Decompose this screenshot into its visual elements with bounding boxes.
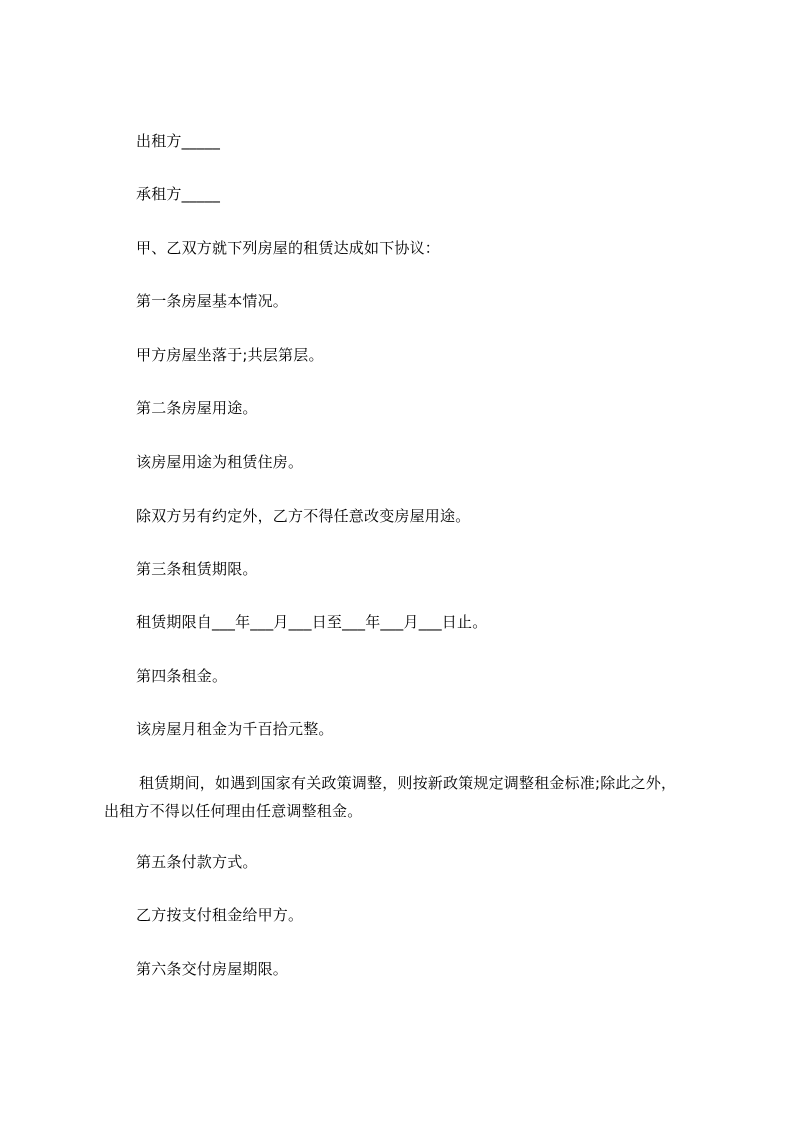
article-6-heading: 第六条交付房屋期限。 bbox=[136, 960, 289, 978]
monthly-rent: 该房屋月租金为千百拾元整。 bbox=[136, 720, 334, 738]
rent-adjustment-paragraph bbox=[104, 769, 704, 825]
payment-method: 乙方按支付租金给甲方。 bbox=[136, 906, 304, 924]
rent-adjustment-line-1: 租赁期间，如遇到国家有关政策调整，则按新政策规定调整租金标准;除此之外， bbox=[139, 774, 677, 792]
lessee-line: 承租方_____ bbox=[136, 185, 221, 203]
lessor-line: 出租方_____ bbox=[136, 132, 221, 150]
article-2-heading: 第二条房屋用途。 bbox=[136, 399, 258, 417]
use-restriction: 除双方另有约定外，乙方不得任意改变房屋用途。 bbox=[136, 507, 471, 525]
rent-adjustment-line-2: 出租方不得以任何理由任意调整租金。 bbox=[104, 802, 363, 820]
article-4-heading: 第四条租金。 bbox=[136, 667, 228, 685]
property-use: 该房屋用途为租赁住房。 bbox=[136, 453, 304, 471]
article-5-heading: 第五条付款方式。 bbox=[136, 853, 258, 871]
lease-term: 租赁期限自___年___月___日至___年___月___日止。 bbox=[136, 613, 488, 631]
agreement-intro: 甲、乙双方就下列房屋的租赁达成如下协议： bbox=[136, 239, 441, 257]
article-3-heading: 第三条租赁期限。 bbox=[136, 560, 258, 578]
property-location: 甲方房屋坐落于;共层第层。 bbox=[136, 346, 324, 364]
article-1-heading: 第一条房屋基本情况。 bbox=[136, 292, 289, 310]
